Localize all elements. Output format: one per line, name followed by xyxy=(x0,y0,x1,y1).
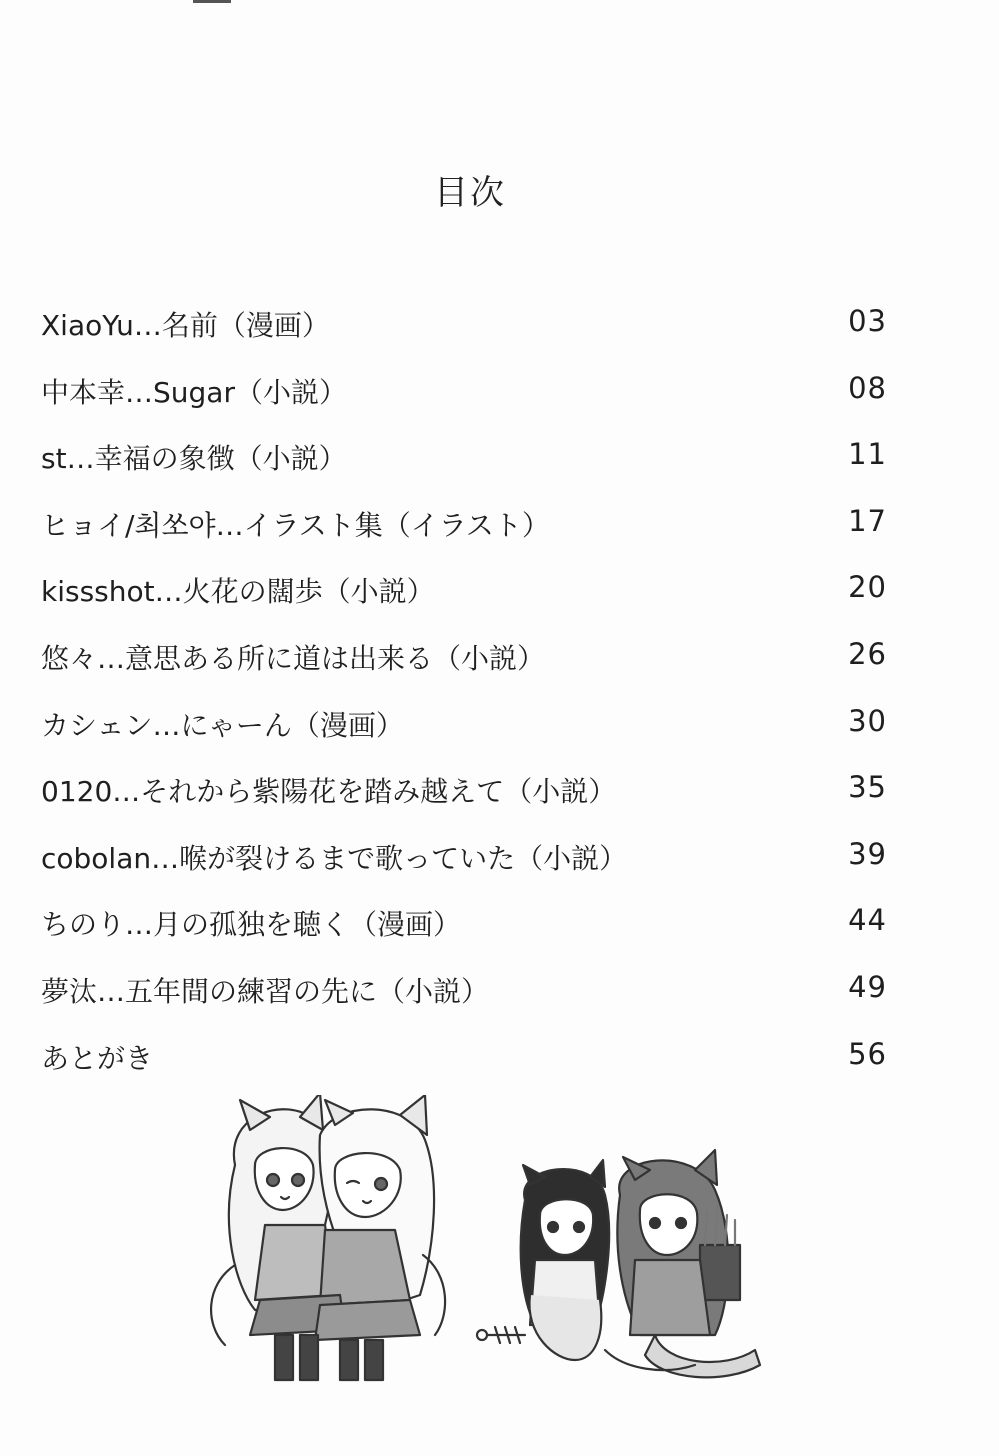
page-title: 目次 xyxy=(434,173,506,213)
toc-page-number: 56 xyxy=(848,1036,887,1071)
toc-entry-label: cobolan…喉が裂けるまで歌っていた（小説） xyxy=(41,841,628,875)
toc-row-3[interactable] xyxy=(41,429,891,496)
toc-page-number: 30 xyxy=(848,703,887,738)
toc-row-8[interactable] xyxy=(41,762,891,829)
toc-entry-label: カシェン…にゃーん（漫画） xyxy=(41,708,404,742)
toc-row-11[interactable] xyxy=(41,962,891,1029)
toc-page-number: 39 xyxy=(848,836,887,871)
toc-page-number: 49 xyxy=(848,969,887,1004)
toc-row-5[interactable] xyxy=(41,562,891,629)
toc-row-10[interactable] xyxy=(41,895,891,962)
toc-page-number: 26 xyxy=(848,636,887,671)
right-pair-figure xyxy=(477,1150,760,1377)
toc-entry-label: ちのり…月の孤独を聴く（漫画） xyxy=(41,908,462,942)
toc-page-number: 20 xyxy=(848,570,887,605)
toc-row-6[interactable] xyxy=(41,629,891,696)
chibi-characters-illustration xyxy=(195,1095,785,1395)
toc-page-number: 08 xyxy=(848,370,887,405)
toc-entry-label: 0120…それから紫陽花を踏み越えて（小説） xyxy=(41,775,617,809)
table-of-contents xyxy=(41,296,891,1095)
toc-page-number: 17 xyxy=(848,503,887,538)
top-edge-mark xyxy=(193,0,231,3)
toc-row-12[interactable] xyxy=(41,1029,891,1096)
toc-row-7[interactable] xyxy=(41,696,891,763)
toc-entry-label: kissshot…火花の闊歩（小説） xyxy=(41,575,435,609)
toc-row-4[interactable] xyxy=(41,496,891,563)
toc-entry-label: あとがき xyxy=(41,1041,154,1075)
toc-entry-label: ヒョイ/최쏘야…イラスト集（イラスト） xyxy=(41,508,550,542)
toc-entry-label: 夢汰…五年間の練習の先に（小説） xyxy=(41,974,490,1008)
toc-page-number: 44 xyxy=(848,903,887,938)
toc-entry-label: st…幸福の象徴（小説） xyxy=(41,442,347,476)
toc-page-number: 35 xyxy=(848,770,887,805)
left-pair-figure xyxy=(211,1095,445,1380)
toc-entry-label: 中本幸…Sugar（小説） xyxy=(41,375,347,409)
toc-page-number: 11 xyxy=(848,437,887,472)
toc-page-number: 03 xyxy=(848,304,887,338)
toc-row-1[interactable] xyxy=(41,296,891,363)
toc-entry-label: XiaoYu…名前（漫画） xyxy=(41,309,330,342)
toc-row-9[interactable] xyxy=(41,829,891,896)
toc-entry-label: 悠々…意思ある所に道は出来る（小説） xyxy=(41,641,546,675)
toc-row-2[interactable] xyxy=(41,363,891,430)
